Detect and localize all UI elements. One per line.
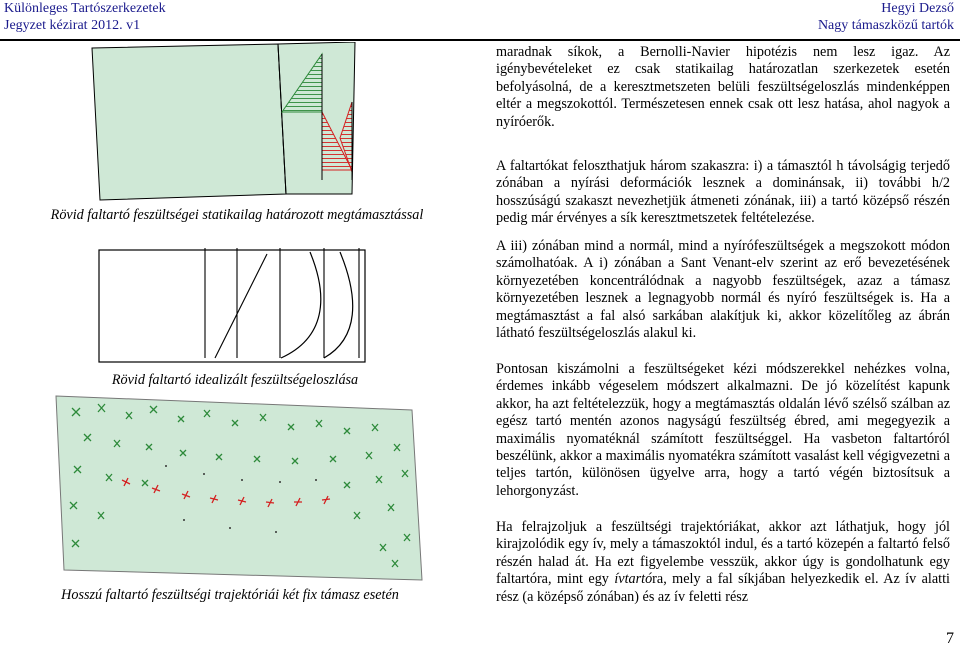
italic-term: ívtartó: [614, 571, 653, 588]
figure-caption-3: Hosszú faltartó feszültségi trajektóriái két fix támasz esetén: [61, 587, 399, 603]
paragraph-5-text: [496, 519, 950, 606]
running-header-right: [818, 0, 954, 34]
header-rule: [0, 39, 960, 41]
figure-caption-2: Rövid faltartó idealizált feszültségeloszlása: [111, 372, 359, 388]
paragraph-4: [496, 361, 950, 500]
paragraph-5-part-b: ra, mely a fal síkjában helyezkedik el. Az ív alatti rész (a középső zónában) és az ív feletti rész: [496, 571, 950, 605]
paragraph-2-text: A faltartókat feloszthatjuk három szakaszra: i) a támasztól h távolságig terjedő zónában a nyírási deformációk lesznek a dominánsak, ii) további h/2 hosszúságú szakaszt nevezhetjük átmeneti zónának, iii) a tartó középső részén pedig már érvényes a sík keresztmetszetek feltételezése.: [496, 158, 950, 227]
paragraph-3: [496, 238, 950, 342]
paragraph-3-text: A iii) zónában mind a normál, mind a nyírófeszültségek a megszokott módon számolhatóak. A i) zónában a Sant Venant-elv szerint az erő bevezetésének környezetében koncentrálódnak a nagyobb feszültségek, azaz a támasz környezetében lesznek a legnagyobb normál és nyíró feszültségek is. Ha a megtámasztást a fal alsó sarkában alakítjuk ki, akkor közelítőleg az ábrán látható feszültségeloszlás alakul ki.: [496, 238, 950, 342]
paragraph-1-text: maradnak síkok, a Bernolli-Navier hipotézis nem lesz igaz. Az igénybevételeket ez csak statikailag határozatlan szerkezetek esetén befolyásolná, de a keresztmetszeten belüli feszültségeloszlás mindenképpen eltér a megszokottól. Természetesen ennek csak ott lesz hatása, ahol nagyok a nyíróerők.: [496, 44, 950, 130]
paragraph-2: [496, 158, 950, 228]
figure-idealized-stress-distribution: [97, 240, 369, 370]
paragraph-5-part-a: Ha felrajzoljuk a feszültségi trajektóriákat, akkor azt láthatjuk, hogy jól kirajzolódik egy ív, mely a támaszoktól indul, és a tartó közepén a faltartó felső részén halad át. Ha ezt figyelembe vesszük, akkor úgy is gondolhatunk egy faltartóra, mint egy: [496, 519, 950, 588]
paragraph-5: [496, 519, 950, 606]
figure-short-beam-stresses: [90, 42, 390, 207]
paragraph-4-text: Pontosan kiszámolni a feszültségeket kézi módszerekkel nehézkes volna, érdemes inkább végeselem módszert alkalmazni. De jó közelítést kapunk akkor, ha azt feltételezzük, hogy a megtámasztás oldalán lévő szélső szálban az egész tartó mentén azonos nagyságú feszültség ébred, ami megegyezik a maximális nyomatéknál számított feszültséggel. Ha vasbeton faltartóról beszélünk, akkor a maximális nyomatékra számított vasalást kell végigvezetni a teljes tartón, különösen ügyelve arra, hogy a tartó végén biztosítsuk a lehorgonyzást.: [496, 361, 950, 499]
chapter-title: Nagy támaszközű tartók: [817, 18, 954, 33]
figure-caption-1: Rövid faltartó feszültségei statikailag határozott megtámasztással: [50, 207, 424, 223]
page-number: 7: [946, 630, 954, 647]
running-header-left: [4, 0, 166, 34]
document-version: Jegyzet kézirat 2012. v1: [4, 18, 141, 33]
paragraph-1: [496, 44, 950, 131]
author-name: Hegyi Dezső: [881, 1, 954, 16]
figure-stress-trajectories: [54, 394, 424, 586]
course-title: Különleges Tartószerkezetek: [4, 1, 166, 16]
